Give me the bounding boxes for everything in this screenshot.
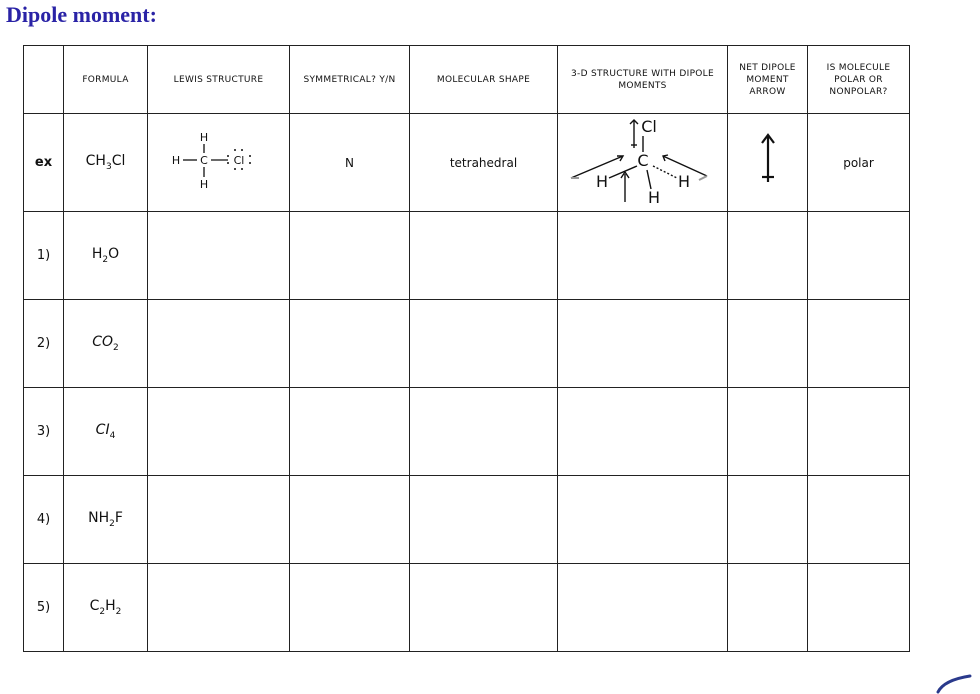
symmetrical-cell[interactable] bbox=[290, 212, 410, 300]
polarity-cell[interactable] bbox=[808, 300, 910, 388]
header-lewis: LEWIS STRUCTURE bbox=[148, 46, 290, 114]
lewis-structure-cell[interactable] bbox=[148, 476, 290, 564]
shape-cell[interactable] bbox=[410, 212, 558, 300]
lewis-atom-center: C bbox=[199, 154, 208, 167]
symmetrical-cell[interactable] bbox=[290, 564, 410, 652]
3d-structure-cell[interactable] bbox=[558, 564, 728, 652]
question-row-3 bbox=[24, 388, 910, 476]
formula-cell: $CH_3Cl$ bbox=[64, 114, 148, 212]
lewis-atom-right: Cl bbox=[233, 154, 244, 167]
net-dipole-arrow bbox=[753, 130, 783, 190]
formula-cell: $C_2H_2$ bbox=[64, 564, 148, 652]
header-row bbox=[24, 46, 910, 114]
net-dipole-cell[interactable] bbox=[728, 388, 808, 476]
shape-cell[interactable] bbox=[410, 476, 558, 564]
net-dipole-cell[interactable] bbox=[728, 300, 808, 388]
atom-h-right: H bbox=[677, 172, 690, 191]
lewis-structure-cell[interactable] bbox=[148, 388, 290, 476]
header-shape: MOLECULAR SHAPE bbox=[410, 46, 558, 114]
shape-cell[interactable] bbox=[410, 564, 558, 652]
lewis-structure-drawing bbox=[164, 125, 274, 195]
atom-c: C bbox=[636, 151, 649, 170]
polarity-cell: polar bbox=[808, 114, 910, 212]
example-row bbox=[24, 114, 910, 212]
header-blank bbox=[24, 46, 64, 114]
3d-structure-cell[interactable] bbox=[558, 388, 728, 476]
3d-structure-cell[interactable] bbox=[558, 476, 728, 564]
polarity-cell[interactable] bbox=[808, 476, 910, 564]
header-polarity: IS MOLECULE POLAR OR NONPOLAR? bbox=[808, 46, 910, 114]
symmetrical-cell[interactable] bbox=[290, 388, 410, 476]
lewis-atom-left: H bbox=[171, 154, 180, 167]
formula-cell: $CO_2$ bbox=[64, 300, 148, 388]
lewis-structure-cell[interactable] bbox=[148, 300, 290, 388]
row-label: 2) bbox=[24, 300, 64, 388]
row-label: 1) bbox=[24, 212, 64, 300]
shape-cell[interactable] bbox=[410, 300, 558, 388]
question-row-4 bbox=[24, 476, 910, 564]
row-label: ex bbox=[24, 114, 64, 212]
row-label: 4) bbox=[24, 476, 64, 564]
polarity-cell[interactable] bbox=[808, 212, 910, 300]
page-title: Dipole moment: bbox=[6, 2, 157, 27]
net-dipole-cell[interactable] bbox=[728, 564, 808, 652]
dipole-worksheet-table bbox=[23, 45, 910, 652]
bond-c-h-right bbox=[653, 166, 677, 178]
net-dipole-cell[interactable] bbox=[728, 212, 808, 300]
shape-cell: tetrahedral bbox=[410, 114, 558, 212]
header-net-dipole: NET DIPOLE MOMENT ARROW bbox=[728, 46, 808, 114]
3d-structure-cell[interactable] bbox=[558, 300, 728, 388]
row-label: 3) bbox=[24, 388, 64, 476]
symmetrical-cell[interactable] bbox=[290, 476, 410, 564]
header-formula: FORMULA bbox=[64, 46, 148, 114]
lewis-atom-bottom: H bbox=[199, 178, 208, 191]
header-symmetrical: SYMMETRICAL? Y/N bbox=[290, 46, 410, 114]
atom-h-bottom: H bbox=[647, 188, 660, 206]
shape-cell[interactable] bbox=[410, 388, 558, 476]
pen-mark bbox=[930, 674, 980, 694]
atom-cl: Cl bbox=[640, 117, 657, 136]
question-row-5 bbox=[24, 564, 910, 652]
formula-cell: $CI_4$ bbox=[64, 388, 148, 476]
formula-cell: $NH_2F$ bbox=[64, 476, 148, 564]
3d-structure-drawing bbox=[559, 114, 727, 206]
lewis-atom-top: H bbox=[199, 131, 208, 144]
bond-c-h-bottom bbox=[647, 170, 651, 189]
polarity-cell[interactable] bbox=[808, 388, 910, 476]
net-dipole-cell bbox=[728, 114, 808, 212]
formula-cell: $H_2O$ bbox=[64, 212, 148, 300]
3d-structure-cell bbox=[558, 114, 728, 212]
row-label: 5) bbox=[24, 564, 64, 652]
lewis-structure-cell[interactable] bbox=[148, 212, 290, 300]
atom-h-left: H bbox=[595, 172, 608, 191]
header-3d-structure: 3-D STRUCTURE WITH DIPOLE MOMENTS bbox=[558, 46, 728, 114]
symmetrical-cell: N bbox=[290, 114, 410, 212]
question-row-1 bbox=[24, 212, 910, 300]
lewis-structure-cell[interactable] bbox=[148, 564, 290, 652]
net-dipole-cell[interactable] bbox=[728, 476, 808, 564]
question-row-2 bbox=[24, 300, 910, 388]
lewis-structure-cell bbox=[148, 114, 290, 212]
3d-structure-cell[interactable] bbox=[558, 212, 728, 300]
polarity-cell[interactable] bbox=[808, 564, 910, 652]
symmetrical-cell[interactable] bbox=[290, 300, 410, 388]
